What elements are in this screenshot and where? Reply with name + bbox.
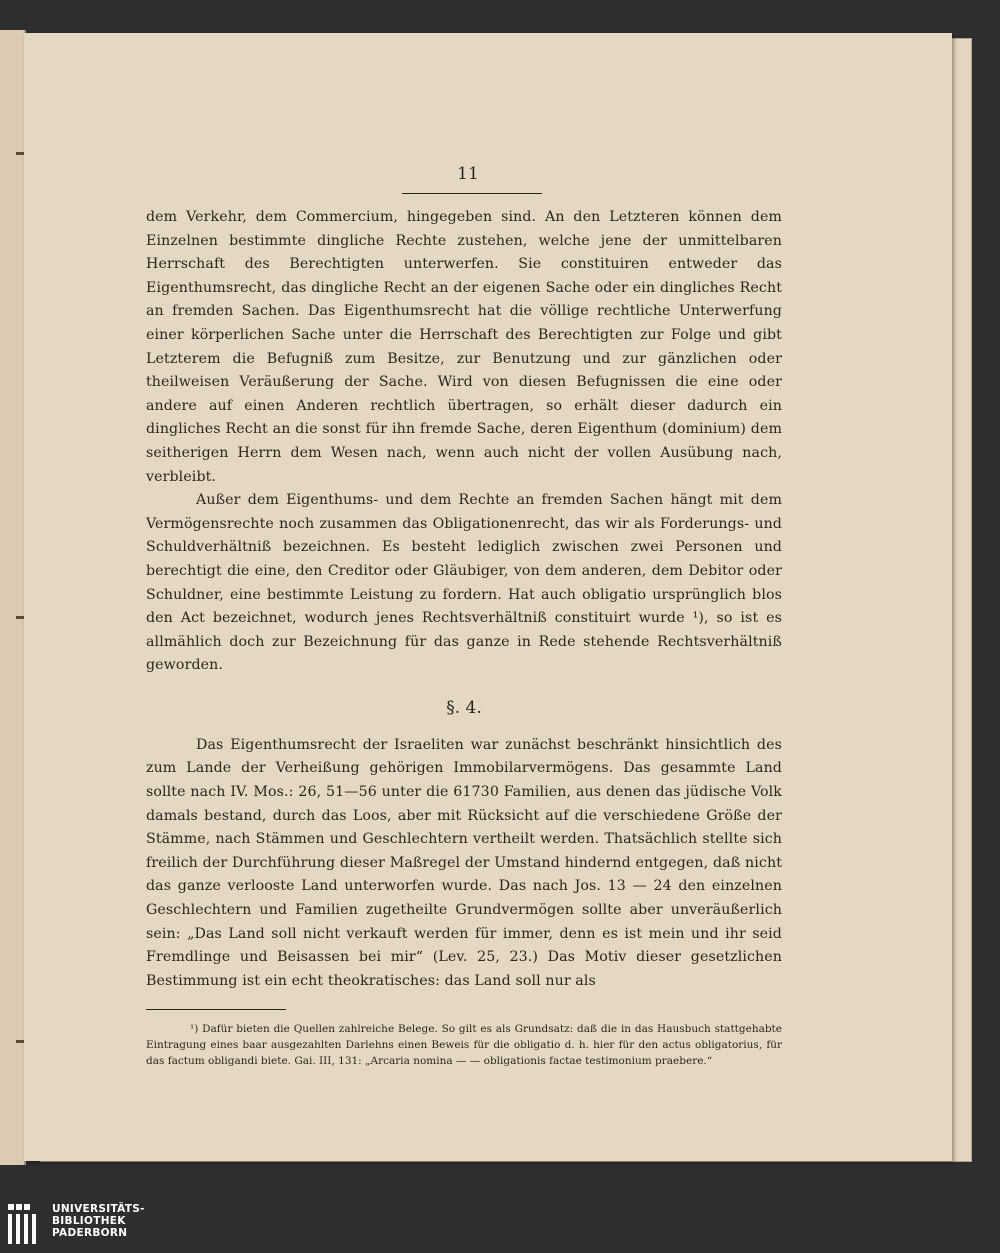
page-number-rule: [402, 193, 542, 194]
library-name-line: BIBLIOTHEK: [52, 1215, 126, 1227]
section-heading: §. 4.: [446, 697, 482, 718]
page-content: [146, 163, 782, 1069]
previous-page-edge: [0, 30, 26, 1165]
library-name-line: PADERBORN: [52, 1227, 128, 1239]
paragraph: Das Eigenthumsrecht der Israeliten war zunächst beschränkt hinsichtlich des zum Lande der Verheißung gehörigen Immobilarvermögens. Das gesammte Land sollte nach IV. Mos.: 26, 51—56 unter die 61730 Familien, aus denen das jüdische Volk damals bestand, durch das Loos, aber mit Rücksicht auf die verschiedene Größe der Stämme, nach Stämmen und Geschlechtern vertheilt werden. Thatsächlich stellte sich freilich der Durchführung dieser Maßregel der Umstand hindernd entgegen, daß nicht das ganze verlooste Land unterworfen wurde. Das nach Jos. 13 — 24 den einzelnen Geschlechtern und Familien zugetheilte Grundvermögen sollte aber unveräußerlich sein: „Das Land soll nicht verkauft werden für immer, denn es ist mein und ihr seid Fremdlinge und Beisassen bei mir“ (Lev. 25, 23.) Das Motiv dieser gesetzlichen Bestimmung ist ein echt theokratisches: das Land soll nur als: [146, 736, 782, 989]
body-text: [146, 206, 782, 993]
library-logo: [8, 1200, 148, 1250]
page-number: 11: [457, 164, 479, 184]
paragraph: dem Verkehr, dem Commercium, hingegeben sind. An den Letzteren können dem Einzelnen bestimmte dingliche Rechte zustehen, welche jene der unmittelbaren Herrschaft des Berechtigten unterwerfen. Sie constituiren entweder das Eigenthumsrecht, das dingliche Recht an der eigenen Sache oder ein dingliches Recht an fremden Sachen. Das Eigenthumsrecht hat die völlige rechtliche Unterwerfung einer körperlichen Sache unter die Herrschaft des Berechtigten zur Folge und gibt Letzterem die Befugniß zum Besitze, zur Benutzung und zur gänzlichen oder theilweisen Veräußerung der Sache. Wird von diesen Befugnissen die eine oder andere auf einen Anderen rechtlich übertragen, so erhält dieser dadurch ein dingliches Recht an die sonst für ihn fremde Sache, deren Eigenthum (dominium) dem seitherigen Herrn dem Wesen nach, wenn auch nicht der vollen Ausübung nach, verbleibt.: [146, 209, 782, 485]
library-name-line: UNIVERSITÄTS-: [52, 1203, 145, 1215]
footnote-rule: [146, 1009, 286, 1010]
library-logo-text: [52, 1203, 145, 1239]
footnote: ¹) Dafür bieten die Quellen zahlreiche Belege. So gilt es als Grundsatz: daß die in das Hausbuch stattgehabte Eintragung eines baar ausgezahlten Darlehns einen Beweis für die obligatio d. h. hier für den actus obligatorius, für das factum obligandi biete. Gai. III, 131: „Arcaria nomina — — obligationis factae testimonium praebere.“: [146, 1023, 782, 1067]
paragraph: Außer dem Eigenthums- und dem Rechte an fremden Sachen hängt mit dem Vermögensrechte noch zusammen das Obligationenrecht, das wir als Forderungs- und Schuldverhältniß bezeichnen. Es besteht lediglich zwischen zwei Personen und berechtigt die eine, den Creditor oder Gläubiger, von dem anderen, dem Debitor oder Schuldner, eine bestimmte Leistung zu fordern. Hat auch obligatio ursprünglich blos den Act bezeichnet, wodurch jenes Rechtsverhältniß constituirt wurde ¹), so ist es allmählich doch zur Bezeichnung für das ganze in Rede stehende Rechtsverhältniß geworden.: [146, 492, 782, 674]
library-logo-icon: [8, 1200, 44, 1248]
book-page: [24, 33, 952, 1161]
